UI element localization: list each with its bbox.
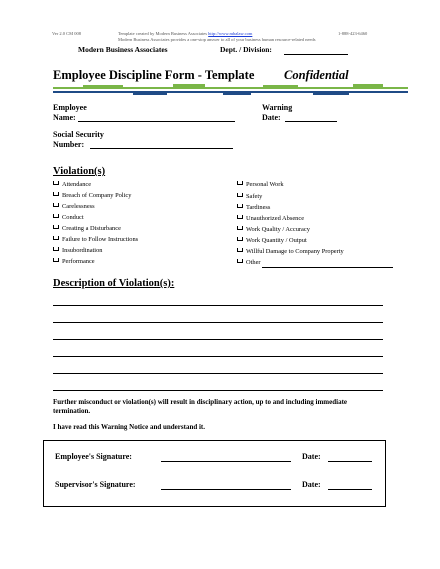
- checkbox-icon: [53, 181, 59, 185]
- company-name: Modern Business Associates: [78, 45, 168, 54]
- violation-checkbox-willful-damage[interactable]: [237, 247, 344, 257]
- other-violation-field[interactable]: [262, 267, 393, 268]
- supervisor-signature-field[interactable]: [161, 489, 291, 490]
- checkbox-icon: [53, 203, 59, 207]
- violation-checkbox-safety[interactable]: [237, 192, 262, 202]
- violation-checkbox-personal-work[interactable]: [237, 180, 284, 190]
- ssn-number-label: Number:: [53, 140, 85, 149]
- page-title: Employee Discipline Form - Template: [53, 68, 255, 82]
- violation-label: Creating a Disturbance: [62, 225, 121, 232]
- ssn-field[interactable]: [90, 148, 233, 149]
- violation-checkbox-carelessness[interactable]: [53, 202, 95, 212]
- checkbox-icon: [237, 248, 243, 252]
- description-line[interactable]: [53, 390, 383, 391]
- violation-label: Willful Damage to Company Property: [246, 248, 344, 255]
- violation-label: Other: [246, 259, 261, 266]
- company-tagline: Modern Business Associates provides a one-stop answer to all of your business human resource-related needs: [118, 37, 316, 42]
- supervisor-signature-label: Supervisor's Signature:: [55, 480, 136, 489]
- violation-checkbox-failure-to-follow[interactable]: [53, 235, 138, 245]
- description-line[interactable]: [53, 305, 383, 306]
- supervisor-signature-date-label: Date:: [302, 480, 321, 489]
- checkbox-icon: [237, 181, 243, 185]
- confidential-label: Confidential: [284, 68, 349, 82]
- name-label: Name:: [53, 113, 76, 122]
- checkbox-icon: [237, 215, 243, 219]
- description-line[interactable]: [53, 373, 383, 374]
- checkbox-icon: [53, 247, 59, 251]
- website-link[interactable]: http://www.mbalaw.com: [208, 31, 253, 36]
- checkbox-icon: [237, 204, 243, 208]
- violation-checkbox-performance[interactable]: [53, 257, 95, 267]
- violation-label: Performance: [62, 258, 95, 265]
- employee-label: Employee: [53, 103, 87, 112]
- signature-box: [43, 440, 386, 507]
- warning-date-label: Date:: [262, 113, 281, 122]
- description-line[interactable]: [53, 356, 383, 357]
- violation-checkbox-unauthorized-absence[interactable]: [237, 214, 304, 224]
- description-line[interactable]: [53, 339, 383, 340]
- violation-checkbox-work-quantity[interactable]: [237, 236, 307, 246]
- violation-checkbox-tardiness[interactable]: [237, 203, 270, 213]
- warning-date-field[interactable]: [285, 121, 337, 122]
- warning-label: Warning: [262, 103, 293, 112]
- violation-label: Work Quantity / Output: [246, 237, 307, 244]
- checkbox-icon: [237, 259, 243, 263]
- checkbox-icon: [53, 236, 59, 240]
- violation-label: Failure to Follow Instructions: [62, 236, 139, 243]
- violations-heading: Violation(s): [53, 166, 106, 177]
- employee-signature-field[interactable]: [161, 461, 291, 462]
- violation-checkbox-other[interactable]: [237, 258, 261, 268]
- description-line[interactable]: [53, 322, 383, 323]
- violation-label: Personal Work: [246, 181, 284, 188]
- violation-checkbox-conduct[interactable]: [53, 213, 84, 223]
- checkbox-icon: [53, 258, 59, 262]
- employee-signature-label: Employee's Signature:: [55, 452, 132, 461]
- employee-name-field[interactable]: [78, 121, 235, 122]
- checkbox-icon: [237, 226, 243, 230]
- checkbox-icon: [237, 193, 243, 197]
- violation-label: Breach of Company Policy: [62, 192, 132, 199]
- checkbox-icon: [53, 225, 59, 229]
- violation-label: Unauthorized Absence: [246, 215, 305, 222]
- header-color-bar: [53, 84, 408, 95]
- dept-division-label: Dept. / Division:: [220, 45, 272, 54]
- checkbox-icon: [237, 237, 243, 241]
- violation-label: Work Quality / Accuracy: [246, 226, 310, 233]
- violation-checkbox-breach-of-policy[interactable]: [53, 191, 131, 201]
- ssn-label: Social Security: [53, 130, 104, 139]
- employee-signature-date-field[interactable]: [328, 461, 372, 462]
- violation-label: Safety: [246, 193, 263, 200]
- template-credit: [118, 31, 252, 36]
- checkbox-icon: [53, 192, 59, 196]
- violation-checkbox-creating-disturbance[interactable]: [53, 224, 121, 234]
- violation-checkbox-work-quality[interactable]: [237, 225, 310, 235]
- version-text: Ver 2.0 CM 008: [52, 31, 81, 36]
- checkbox-icon: [53, 214, 59, 218]
- acknowledgement-text: I have read this Warning Notice and understand it.: [53, 423, 206, 431]
- dept-division-line[interactable]: [284, 54, 348, 55]
- template-credit-text: Template created by Modern Business Associates: [118, 31, 208, 36]
- violation-checkbox-attendance[interactable]: [53, 180, 91, 190]
- phone-number: 1-888-423-6460: [338, 31, 368, 36]
- violation-label: Conduct: [62, 214, 84, 221]
- violation-checkbox-insubordination[interactable]: [53, 246, 102, 256]
- termination-notice: Further misconduct or violation(s) will result in disciplinary action, up to and including immediate termination.: [53, 398, 348, 415]
- violation-label: Attendance: [62, 181, 92, 188]
- employee-signature-date-label: Date:: [302, 452, 321, 461]
- supervisor-signature-date-field[interactable]: [328, 489, 372, 490]
- description-heading: Description of Violation(s):: [53, 278, 175, 289]
- violation-label: Carelessness: [62, 203, 95, 210]
- violation-label: Tardiness: [246, 204, 271, 211]
- violation-label: Insubordination: [62, 247, 103, 254]
